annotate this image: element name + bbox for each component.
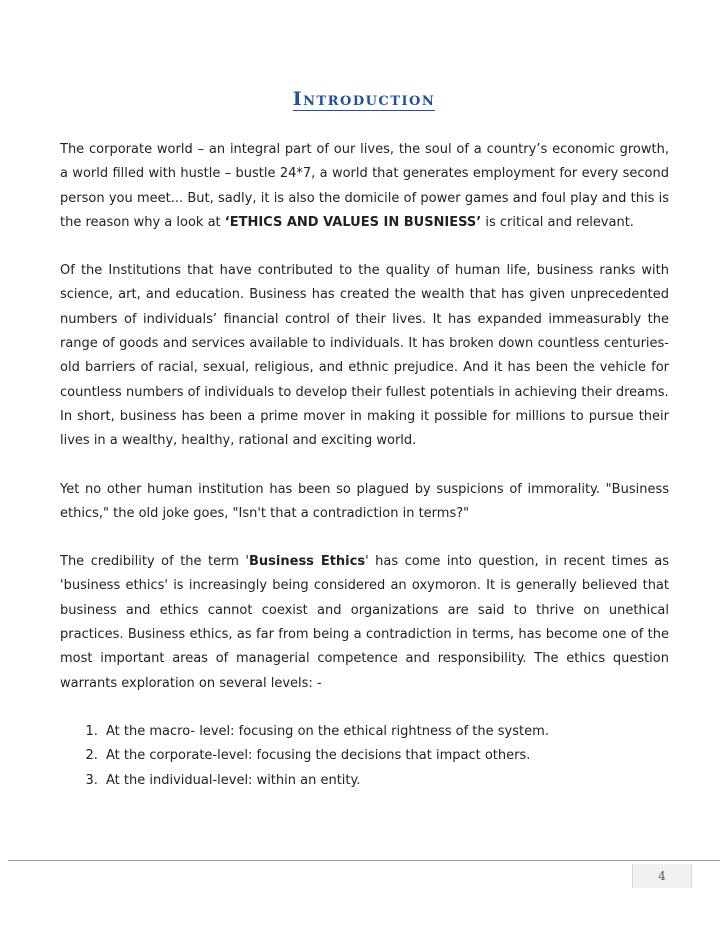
list-item: 1. At the macro- level: focusing on the ethical rightness of the system. [102,720,669,744]
paragraph-gap [60,696,669,720]
paragraph-text: is critical and relevant. [481,214,634,230]
list-item: 3. At the individual-level: within an entity. [102,769,669,793]
paragraph-immorality: Yet no other human institution has been so plagued by suspicions of immorality. "Business ethics," the old joke goes, "Isn't that a contradiction in terms?" [60,481,669,521]
paragraph-institutions: Of the Institutions that have contributed to the quality of human life, business ranks with science, art, and education. Business has created the wealth that has given unprecedented numbers of individuals’ financial control of their lives. It has expanded immeasurably the range of goods and services available to individuals. It has broken down countless centuries-old barriers of racial, sexual, religious, and ethnic prejudice. And it has been the vehicle for countless numbers of individuals to develop their fullest potentials in achieving their dreams. [60,263,669,400]
paragraph-prime-mover: In short, business has been a prime mover in making it possible for millions to pursue their lives in a wealthy, healthy, rational and exciting world. [60,408,669,449]
levels-list [60,720,669,793]
paragraph-text: ' has come into question, in recent times as 'business ethics' is increasingly being considered an oxymoron. It is generally believed that business and ethics cannot coexist and organizations are said to thrive on unethical practices. Business ethics, as far from being a contradiction in terms, has become one of the most important areas of managerial competence and responsibility. The ethics question warrants exploration on several levels: - [60,554,669,691]
emphasis-text: Business Ethics [249,554,366,570]
paragraph-text: The credibility of the term ' [60,554,250,570]
paragraph-gap [60,454,669,478]
emphasis-text: ‘ETHICS AND VALUES IN BUSNIESS’ [224,214,482,230]
page-number: 4 [632,864,692,888]
page-title [0,88,728,110]
paragraph-text: The corporate world – an integral part of our lives, the soul of a country’s economic growth, a world filled with hustle – bustle 24*7, a world that generates employment for every second person you meet... But, sadly, it is also the domicile of power games and foul play and this is the reason why a look at [60,142,669,230]
paragraph-credibility [60,550,669,696]
footer-divider [8,860,720,861]
paragraph-corporate-world [60,138,669,235]
page-title-text: Introduction [292,88,436,110]
paragraph-gap [60,235,669,259]
paragraph-gap [60,526,669,550]
list-item: 2. At the corporate-level: focusing the decisions that impact others. [102,744,669,768]
body-text [60,138,669,793]
